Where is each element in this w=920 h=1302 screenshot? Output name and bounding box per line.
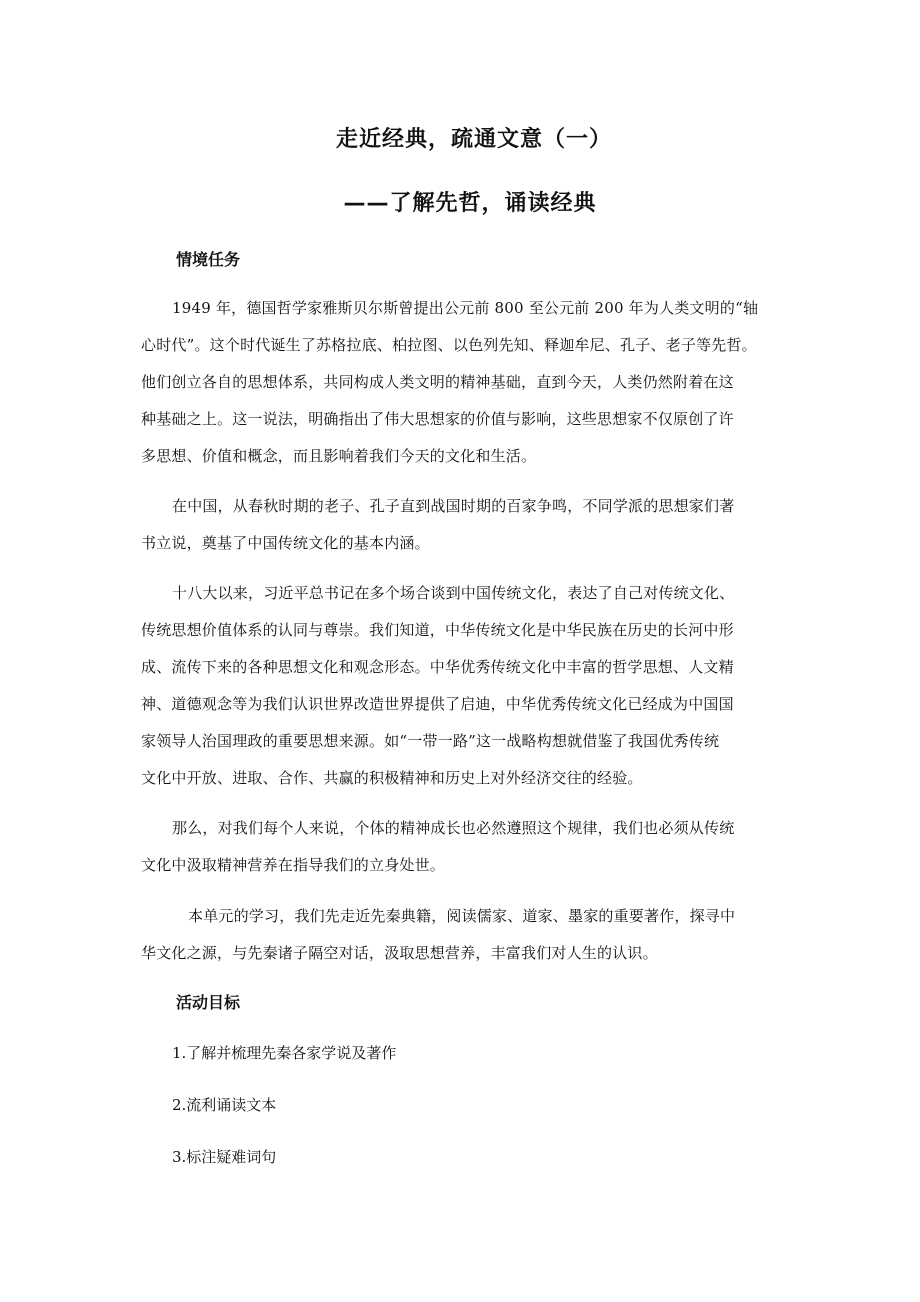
paragraph-line: 华文化之源，与先秦诸子隔空对话，汲取思想营养，丰富我们对人生的认识。: [141, 944, 658, 962]
paragraph-line: 十八大以来，习近平总书记在多个场合谈到中国传统文化，表达了自己对传统文化、: [172, 584, 735, 602]
section-heading-activity-goals: 活动目标: [176, 993, 241, 1012]
paragraph-line: 种基础之上。这一说法，明确指出了伟大思想家的价值与影响，这些思想家不仅原创了许: [141, 410, 734, 428]
goal-item: 2.流利诵读文本: [172, 1096, 277, 1114]
goal-item: 1.了解并梳理先秦各家学说及著作: [172, 1044, 397, 1062]
paragraph: [141, 290, 801, 475]
paragraph-line: 本单元的学习，我们先走近先秦典籍，阅读儒家、道家、墨家的重要著作，探寻中: [188, 907, 736, 925]
paragraph-line: 那么，对我们每个人来说，个体的精神成长也必然遵照这个规律，我们也必须从传统: [172, 819, 735, 837]
page-title: 走近经典，疏通文意（一）: [335, 127, 612, 152]
paragraph: [141, 488, 801, 562]
paragraph-line: 心时代”。这个时代诞生了苏格拉底、柏拉图、以色列先知、释迦牟尼、孔子、老子等先哲。: [141, 336, 757, 354]
paragraph: [141, 575, 801, 797]
paragraph-line: 家领导人治国理政的重要思想来源。如“一带一路”这一战略构想就借鉴了我国优秀传统: [141, 732, 720, 750]
paragraph-line: 书立说，奠基了中国传统文化的基本内涵。: [141, 534, 430, 552]
paragraph-line: 1949 年，德国哲学家雅斯贝尔斯曾提出公元前 800 至公元前 200 年为人类文明的“轴: [172, 299, 759, 317]
paragraph-line: 多思想、价值和概念，而且影响着我们今天的文化和生活。: [141, 447, 537, 465]
section-heading-context-task: 情境任务: [176, 250, 241, 269]
goal-item: 3.标注疑难词句: [172, 1148, 277, 1166]
paragraph-line: 文化中开放、进取、合作、共赢的积极精神和历史上对外经济交往的经验。: [141, 769, 643, 787]
paragraph-line: 在中国，从春秋时期的老子、孔子直到战国时期的百家争鸣，不同学派的思想家们著: [172, 497, 735, 515]
paragraph-line: 文化中汲取精神营养在指导我们的立身处世。: [141, 856, 446, 874]
paragraph-line: 神、道德观念等为我们认识世界改造世界提供了启迪，中华优秀传统文化已经成为中国国: [141, 695, 734, 713]
paragraph-line: 传统思想价值体系的认同与尊崇。我们知道，中华传统文化是中华民族在历史的长河中形: [141, 621, 734, 639]
page-subtitle: ——了解先哲，诵读经典: [343, 191, 597, 216]
paragraph: [141, 810, 801, 884]
paragraph: [141, 898, 801, 972]
paragraph-line: 成、流传下来的各种思想文化和观念形态。中华优秀传统文化中丰富的哲学思想、人文精: [141, 658, 734, 676]
paragraph-line: 他们创立各自的思想体系，共同构成人类文明的精神基础，直到今天，人类仍然附着在这: [141, 373, 734, 391]
